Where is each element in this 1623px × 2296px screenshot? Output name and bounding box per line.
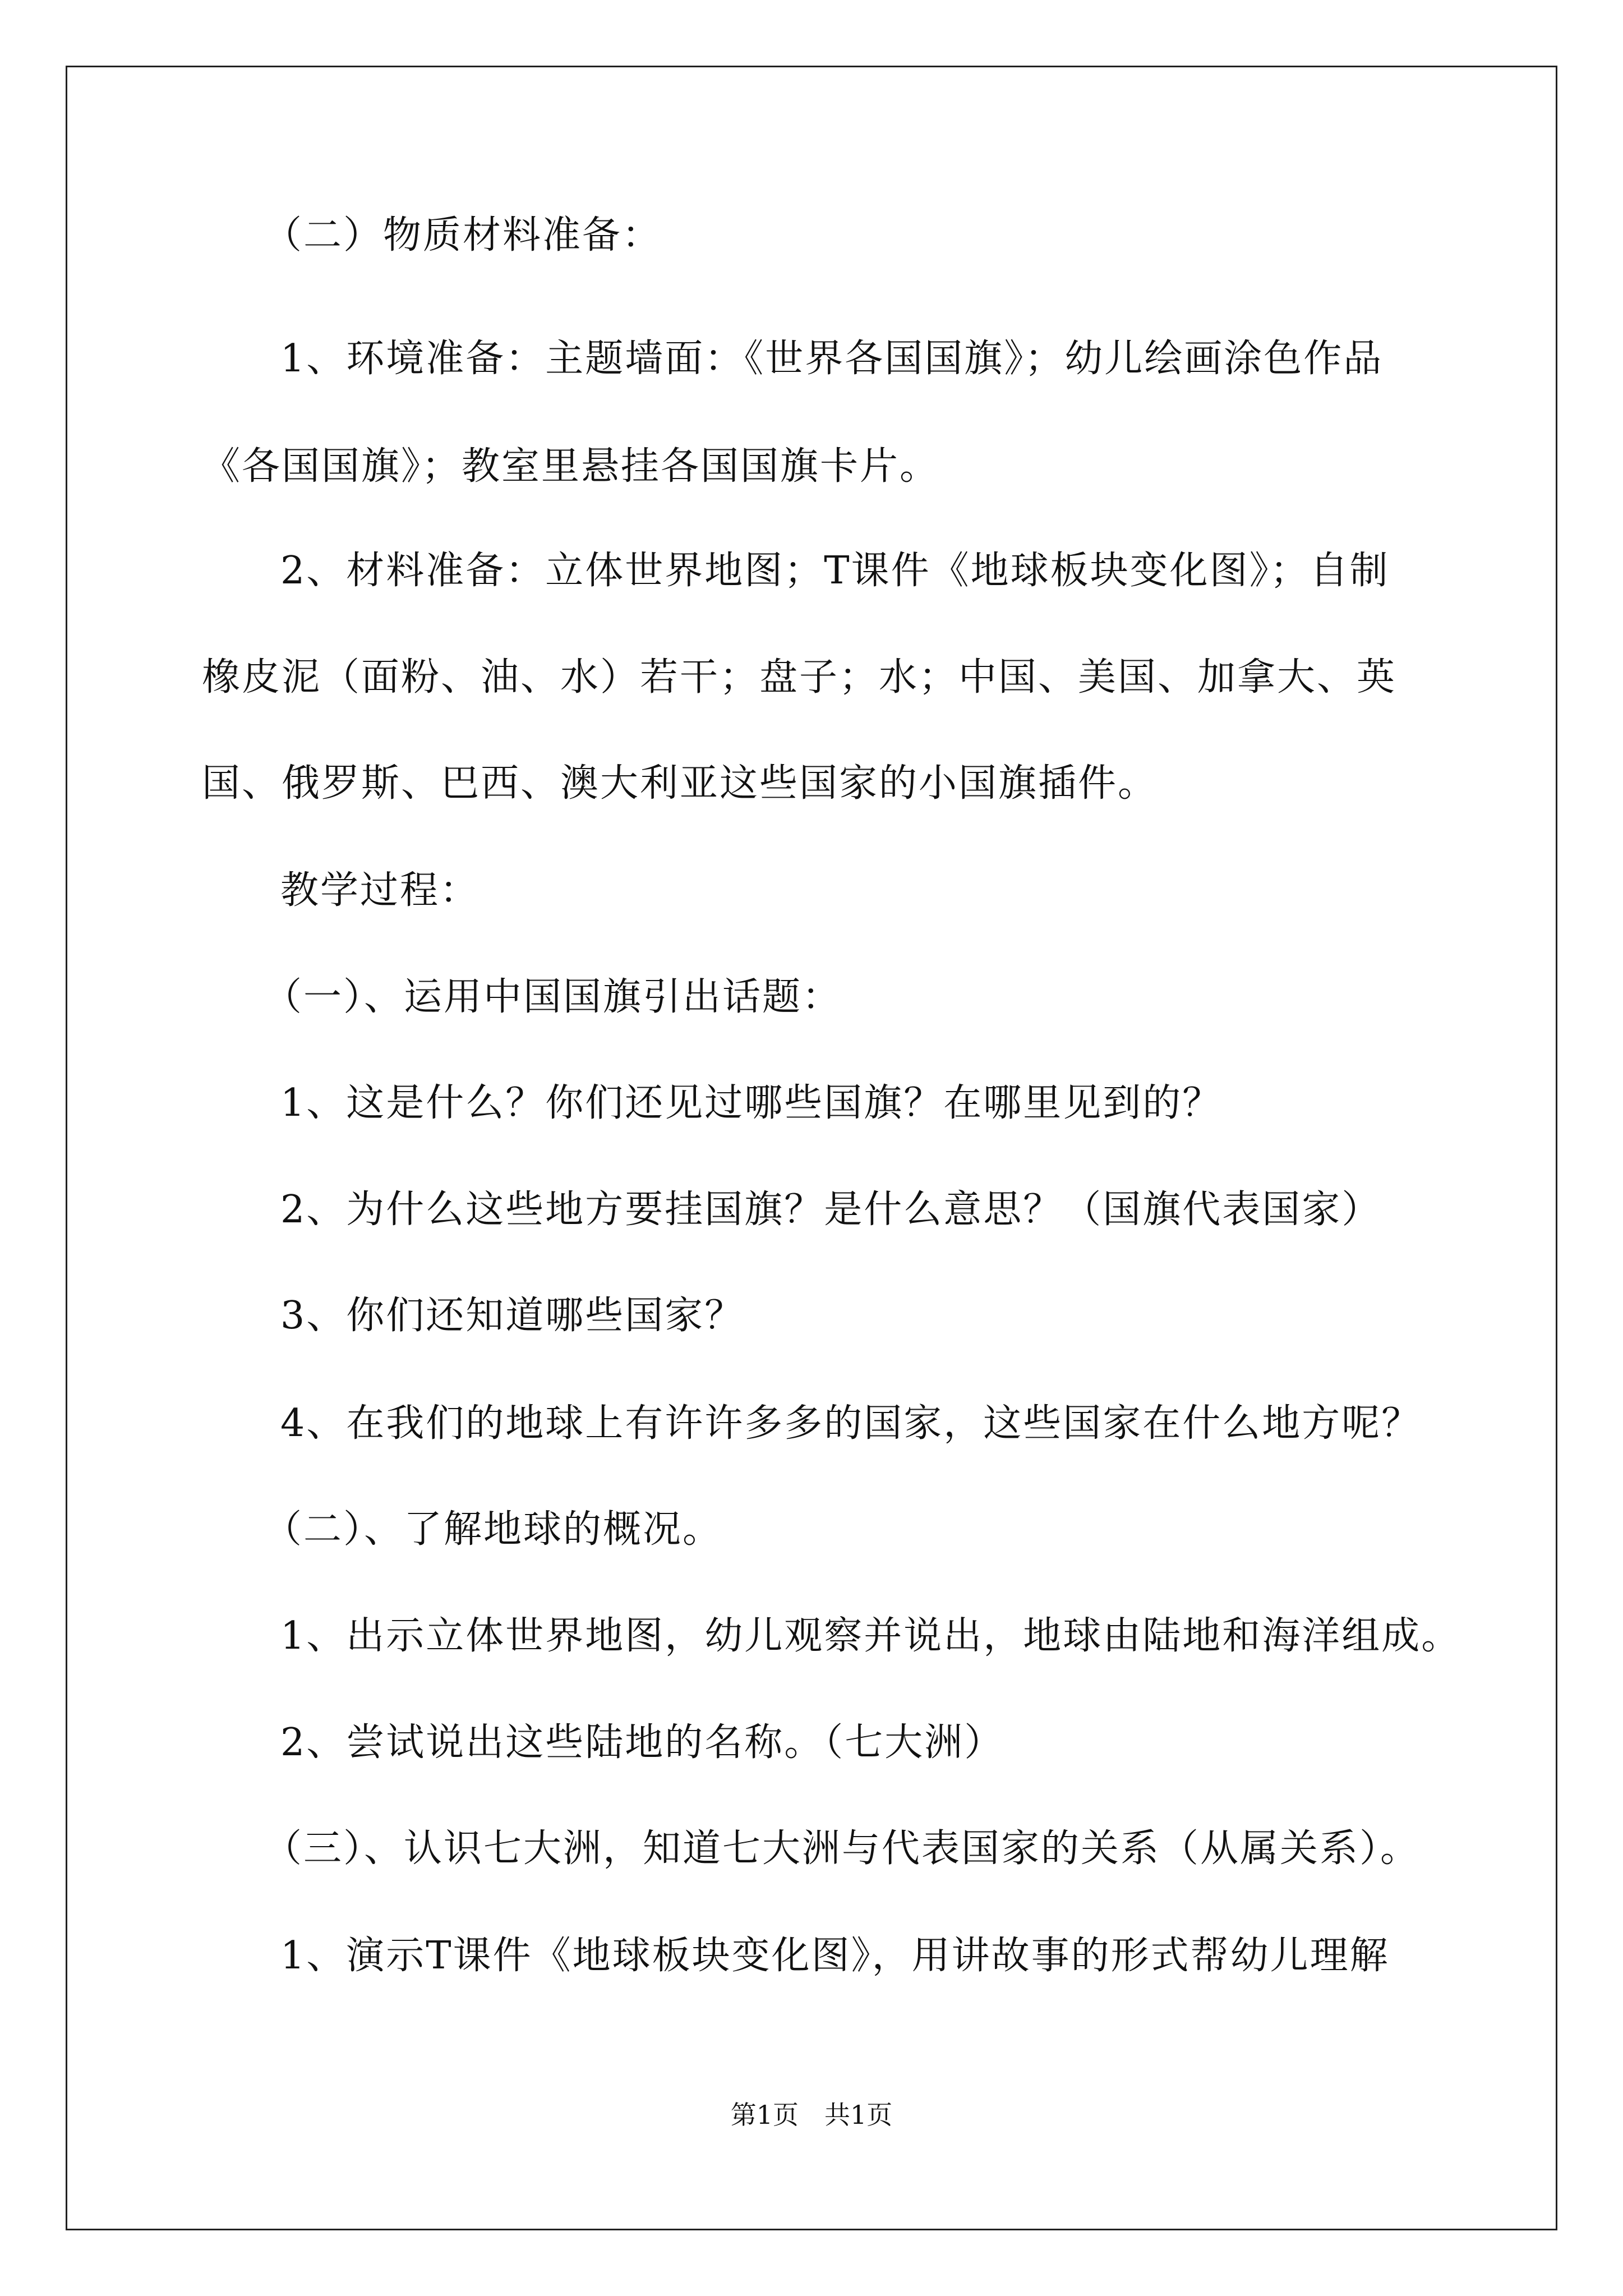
text-line: 橡皮泥（面粉、油、水）若干；盘子；水；中国、美国、加拿大、英 [202, 655, 1397, 700]
text-line: （二）物质材料准备： [264, 213, 662, 257]
text-line: 《各国国旗》；教室里悬挂各国国旗卡片。 [202, 444, 940, 489]
text-line: （二）、了解地球的概况。 [264, 1507, 723, 1552]
text-line: 4、在我们的地球上有许许多多的国家，这些国家在什么地方呢？ [280, 1401, 1422, 1446]
page-footer: 第1页 共1页 [730, 2100, 893, 2130]
text-line: 1、环境准备：主题墙面：《世界各国国旗》；幼儿绘画涂色作品 [280, 337, 1384, 381]
text-line: 2、为什么这些地方要挂国旗？是什么意思？（国旗代表国家） [280, 1188, 1382, 1232]
text-line: （一）、运用中国国旗引出话题： [264, 975, 842, 1019]
text-line: 2、材料准备：立体世界地图；T课件《地球板块变化图》；自制 [280, 549, 1390, 593]
text-line: 3、你们还知道哪些国家？ [280, 1294, 745, 1338]
text-line: 1、演示T课件《地球板块变化图》，用讲故事的形式帮幼儿理解 [280, 1934, 1390, 1978]
text-line: 1、出示立体世界地图，幼儿观察并说出，地球由陆地和海洋组成。 [280, 1614, 1461, 1658]
text-line: 国、俄罗斯、巴西、澳大利亚这些国家的小国旗插件。 [202, 761, 1158, 806]
text-line: 1、这是什么？你们还见过哪些国旗？在哪里见到的？ [280, 1081, 1223, 1125]
text-line: （三）、认识七大洲，知道七大洲与代表国家的关系（从属关系）。 [264, 1826, 1421, 1871]
text-line: 教学过程： [280, 868, 480, 913]
text-line: 2、尝试说出这些陆地的名称。（七大洲） [280, 1720, 1004, 1765]
